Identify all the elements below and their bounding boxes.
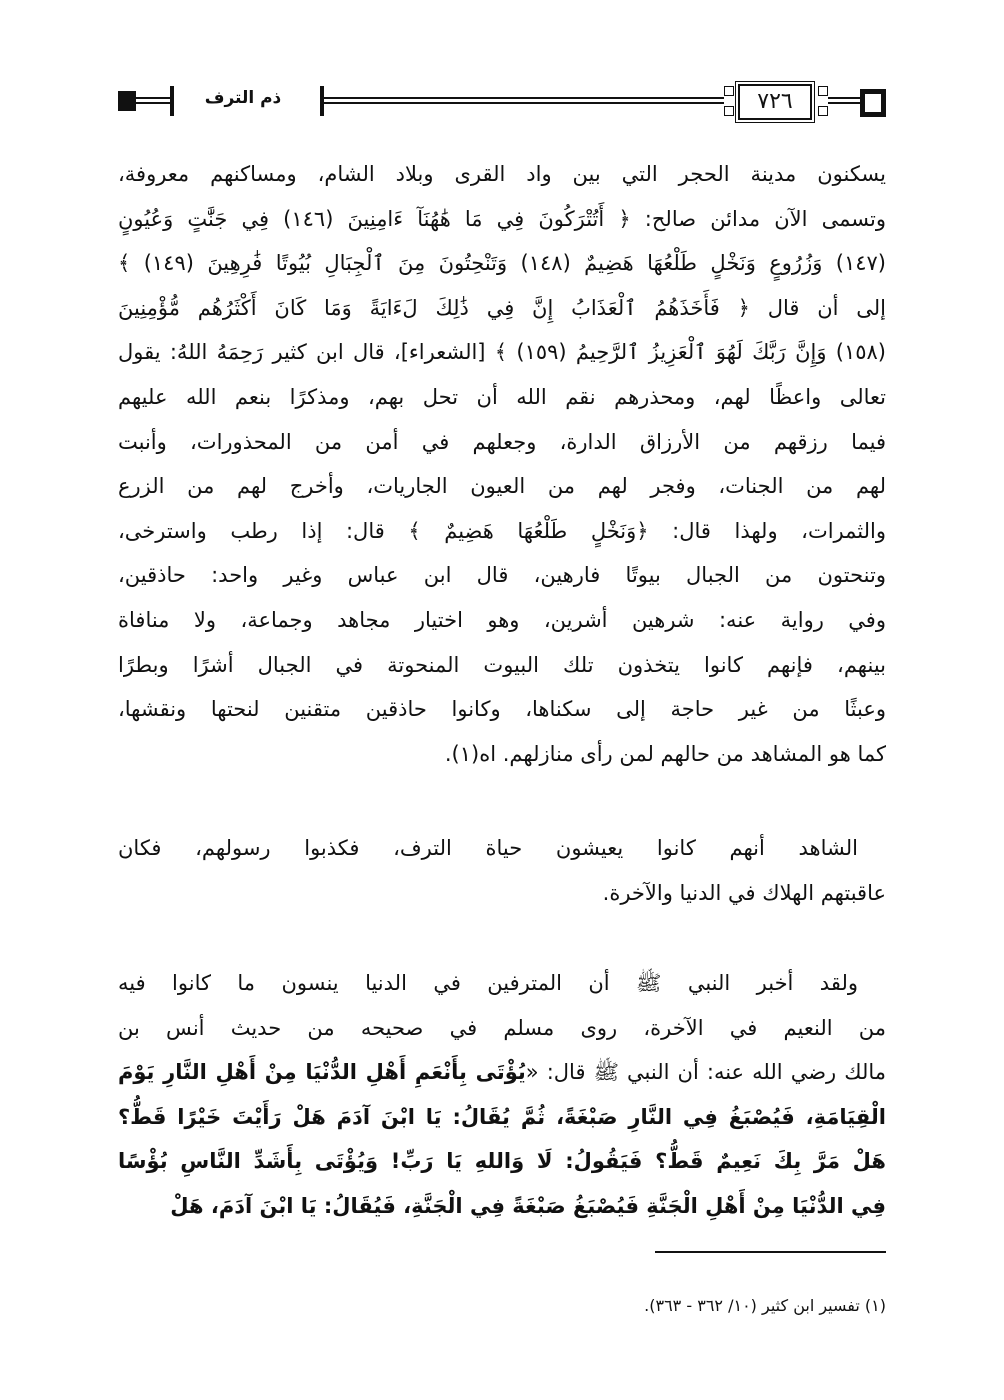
text-line [118,598,886,643]
header-rule [828,97,860,104]
text-line [118,871,886,916]
text-line [118,1184,886,1229]
paragraph-2 [118,826,886,915]
ornament [724,86,734,96]
text-line [118,241,886,286]
text-segment: يسكنون مدينة الحجر التي بين واد القرى وبلاد الشام، ومساكنهم معروفة، [118,162,886,186]
text-segment: لهم من الجنات، وفجر لهم من العيون الجاريات، وأخرج لهم من الزرع [118,474,886,499]
text-line [118,1050,886,1095]
text-segment: فيما رزقهم من الأرزاق الدارة، وجعلهم في أمن من المحذورات، وأنبت [118,429,886,454]
chapter-title: ذم الترف [204,88,282,108]
header-divider [170,86,174,116]
text-line [118,1095,886,1140]
text-segment: بينهم، فإنهم كانوا يتخذون تلك البيوت المنحوتة في الجبال أشرًا وبطرًا [118,652,886,677]
text-line [118,286,886,331]
footnote: (١) تفسير ابن كثير (١٠/ ٣٦٢ - ٣٦٣). [644,1296,886,1315]
text-segment: (١٤٧) وَزُرُوعٍ وَنَخْلٍ طَلْعُهَا هَضِيمٌ (١٤٨) وَتَنْحِتُونَ مِنَ ٱلْجِبَالِ بُيُوتًا فَٰرِهِينَ (١٤٩) ﴾ [118,251,886,276]
hadith-text: يُؤْتَى بِأَنْعَمِ أَهْلِ الدُّنْيَا مِنْ أَهْلِ النَّارِ يَوْمَ [118,1060,526,1085]
text-segment: وفي رواية عنه: شرهين أشرين، وهو اختيار مجاهد وجماعة، ولا منافاة [118,607,886,632]
header-rule [136,97,170,104]
ornament [724,106,734,116]
text-segment: (١٥٨) وَإِنَّ رَبَّكَ لَهُوَ ٱلْعَزِيزُ ٱلرَّحِيمُ (١٥٩) ﴾ [الشعراء]، قال ابن كثير رَحِمَهُ اللهُ: يقول [118,340,886,365]
text-line [118,197,886,242]
text-segment: وتسمى الآن مدائن صالح: ﴿ أَتُتْرَكُونَ فِي مَا هَٰهُنَآ ءَامِنِينَ (١٤٦) فِي جَنَّٰتٍ وَعُيُونٍ [118,206,886,231]
text-line [118,687,886,732]
text-segment: إلى أن قال ﴿ فَأَخَذَهُمُ ٱلْعَذَابُ إِنَّ فِي ذَٰلِكَ لَءَايَةً وَمَا كَانَ أَكْثَرُهُم مُّؤْمِنِينَ [118,295,886,320]
hadith-text: هَلْ مَرَّ بِكَ نَعِيمٌ قَطُّ؟ فَيَقُولُ: لَا وَاللهِ يَا رَبِّ! وَيُؤْتَى بِأَشَدِّ النَّاسِ بُؤْسًا [118,1149,886,1174]
text-line [118,732,886,777]
text-segment: والثمرات، ولهذا قال: ﴿وَنَخْلٍ طَلْعُهَا هَضِيمٌ ﴾ قال: إذا رطب واسترخى، [118,518,886,543]
hadith-text: فِي الدُّنْيَا مِنْ أَهْلِ الْجَنَّةِ فَيُصْبَغُ صَبْغَةً فِي الْجَنَّةِ، فَيُقَالُ: يَا ابْنَ آدَمَ، هَلْ [170,1193,886,1218]
text-segment: مالك رضي الله عنه: أن النبي ﷺ قال: « [525,1060,887,1085]
text-line [118,1139,886,1184]
running-header [110,84,895,118]
hadith-text: الْقِيَامَةِ، فَيُصْبَغُ فِي النَّارِ صَبْغَةً، ثُمَّ يُقَالُ: يَا ابْنَ آدَمَ هَلْ رَأَيْتَ خَيْرًا قَطُّ؟ [118,1104,886,1129]
text-line [118,553,886,598]
text-line [118,152,886,197]
text-line [118,1006,886,1051]
text-segment: وتنحتون من الجبال بيوتًا فارهين، قال ابن عباس وغير واحد: حاذقين، [118,563,886,588]
text-line [118,826,886,871]
paragraph-1 [118,152,886,776]
text-line [118,643,886,688]
text-line [118,464,886,509]
text-segment: تعالى واعظًا لهم، ومحذرهم نقم الله أن تحل بهم، ومذكرًا بنعم الله عليهم [118,384,886,409]
ornament [818,86,828,96]
text-segment: وعبثًا من غير حاجة إلى سكناها، وكانوا حاذقين متقنين لنحتها ونقشها، [118,697,886,722]
header-rule [324,97,724,104]
text-line [118,420,886,465]
header-filled-square-ornament [118,91,136,111]
page-number: ٧٢٦ [738,84,812,120]
text-line [118,961,886,1006]
text-line [118,375,886,420]
text-line [118,509,886,554]
footnote-separator [655,1251,886,1253]
text-segment: ولقد أخبر النبي ﷺ أن المترفين في الدنيا ينسون ما كانوا فيه [118,971,858,995]
text-line [118,330,886,375]
paragraph-3 [118,961,886,1229]
ornament [818,106,828,116]
text-segment: كما هو المشاهد من حالهم لمن رأى منازلهم. اه(١). [444,741,886,766]
header-open-square-ornament [860,89,886,117]
text-segment: من النعيم في الآخرة، روى مسلم في صحيحه من حديث أنس بن [118,1015,886,1040]
text-segment: عاقبتهم الهلاك في الدنيا والآخرة. [602,880,886,905]
text-segment: الشاهد أنهم كانوا يعيشون حياة الترف، فكذبوا رسولهم، فكان [118,836,858,860]
